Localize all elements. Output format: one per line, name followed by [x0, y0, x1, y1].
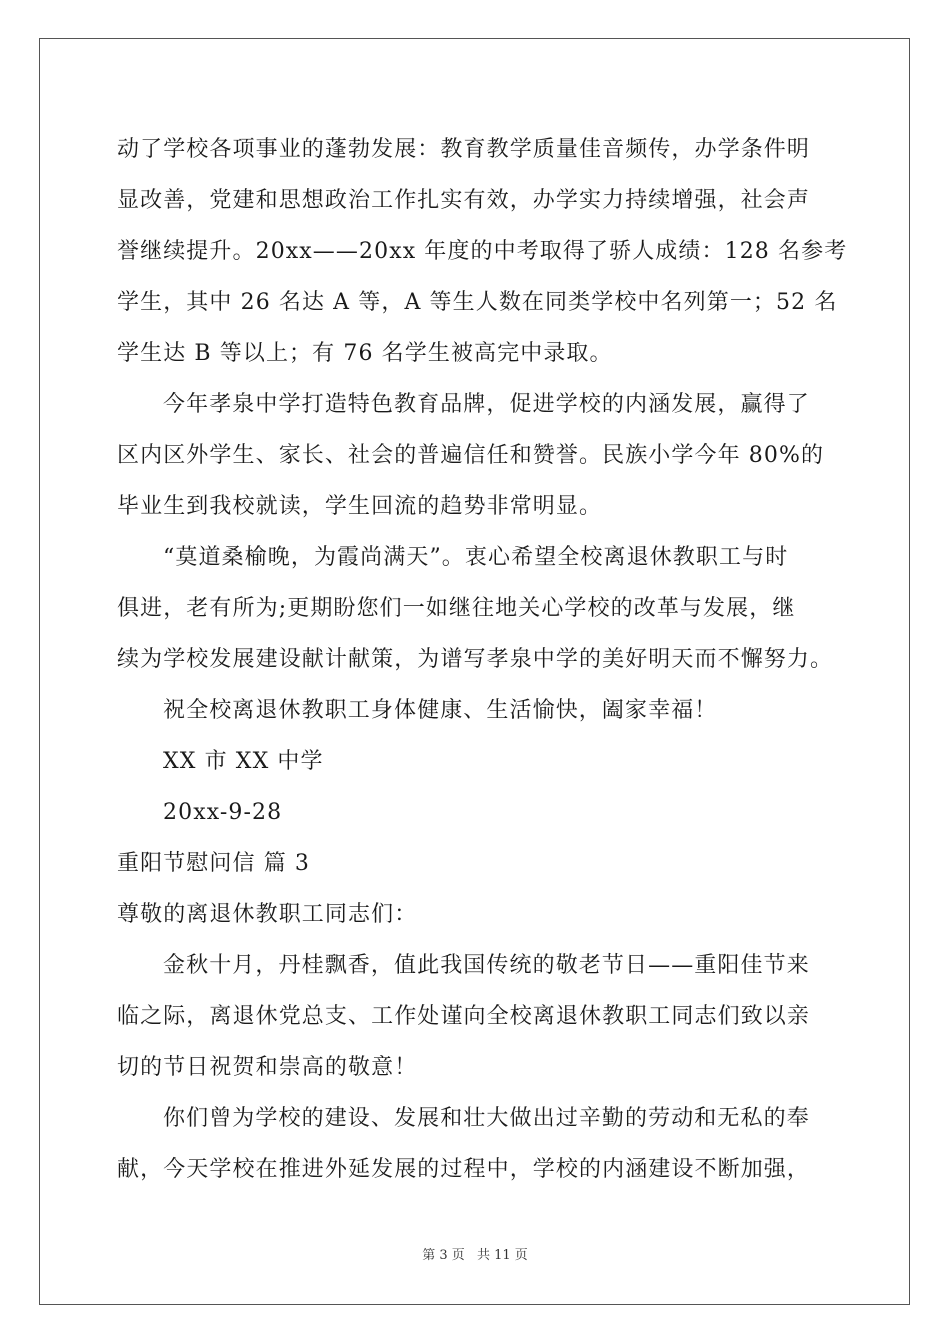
page-footer [0, 1244, 950, 1263]
salutation: 尊敬的离退休教职工同志们： [117, 902, 418, 927]
text-line: 毕业生到我校就读，学生回流的趋势非常明显。 [117, 494, 603, 519]
paragraph-first-line: “莫道桑榆晚，为霞尚满天”。衷心希望全校离退休教职工与时 [163, 545, 789, 570]
text-line: 区内区外学生、家长、社会的普遍信任和赞誉。民族小学今年 80%的 [117, 443, 825, 468]
text-line: 显改善，党建和思想政治工作扎实有效，办学实力持续增强，社会声 [117, 188, 811, 213]
document-body [117, 124, 848, 1195]
section-title: 重阳节慰问信 篇 3 [117, 851, 310, 876]
text-line: 誉继续提升。20xx——20xx 年度的中考取得了骄人成绩：128 名参考 [117, 239, 848, 264]
text-line: 续为学校发展建设献计献策，为谱写孝泉中学的美好明天而不懈努力。 [117, 647, 834, 672]
paragraph-first-line: 你们曾为学校的建设、发展和壮大做出过辛勤的劳动和无私的奉 [163, 1106, 810, 1131]
page-number: 第 3 页 [422, 1248, 465, 1263]
signature-date: 20xx-9-28 [163, 800, 283, 825]
paragraph-first-line: 今年孝泉中学打造特色教育品牌，促进学校的内涵发展，赢得了 [163, 392, 810, 417]
paragraph-first-line: 金秋十月，丹桂飘香，值此我国传统的敬老节日——重阳佳节来 [163, 953, 810, 978]
closing-wish: 祝全校离退休教职工身体健康、生活愉快，阖家幸福！ [163, 698, 718, 723]
text-line: 学生达 B 等以上；有 76 名学生被高完中录取。 [117, 341, 613, 366]
text-line: 动了学校各项事业的蓬勃发展：教育教学质量佳音频传，办学条件明 [117, 137, 811, 162]
signature-school: XX 市 XX 中学 [163, 749, 324, 774]
page-total: 共 11 页 [476, 1248, 528, 1263]
text-line: 俱进，老有所为;更期盼您们一如继往地关心学校的改革与发展，继 [117, 596, 796, 621]
text-line: 临之际，离退休党总支、工作处谨向全校离退休教职工同志们致以亲 [117, 1004, 811, 1029]
text-line: 学生，其中 26 名达 A 等，A 等生人数在同类学校中名列第一；52 名 [117, 290, 838, 315]
text-line: 切的节日祝贺和崇高的敬意！ [117, 1055, 418, 1080]
text-line: 献，今天学校在推进外延发展的过程中，学校的内涵建设不断加强， [117, 1157, 811, 1182]
